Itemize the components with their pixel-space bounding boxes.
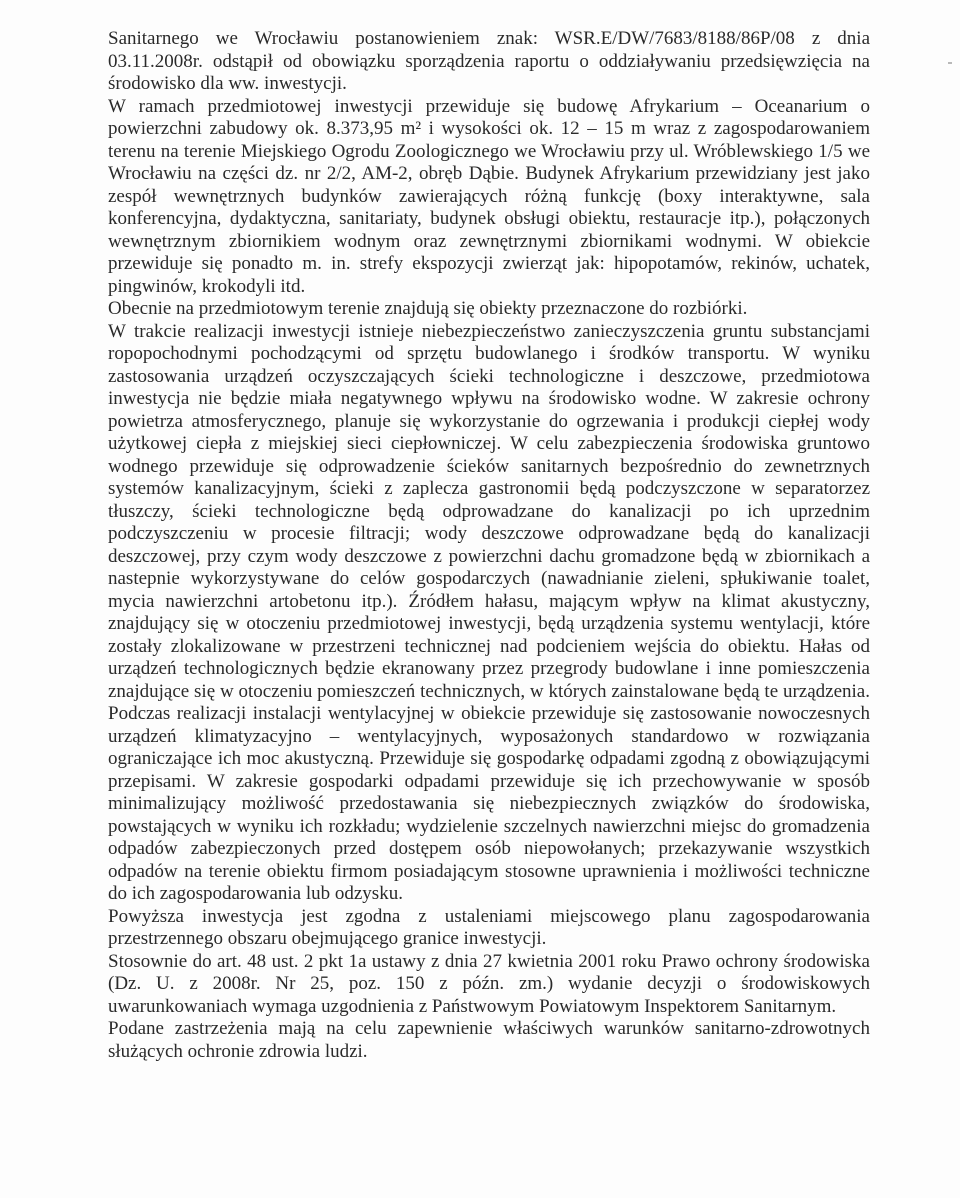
- paragraph-environmental-impact: W trakcie realizacji inwestycji istnieje niebezpieczeństwo zanieczyszczenia gruntu substancjami ropopochodnymi pochodzącymi od sprzętu budowlanego i środków transportu. W wyniku zastosowania urządzeń oczyszczających ścieki technologiczne i deszczowe, przedmiotowa inwestycja nie będzie miała negatywnego wpływu na środowisko wodne. W zakresie ochrony powietrza atmosferycznego, planuje się wykorzystanie do ogrzewania i produkcji ciepłej wody użytkowej ciepła z miejskiej sieci ciepłowniczej. W celu zabezpieczenia środowiska gruntowo wodnego przewiduje się odprowadzenie ścieków sanitarnych bezpośrednio do zewnetrznych systemów kanalizacyjnym, ścieki z zaplecza gastronomii będą podczyszczone w separatorzez tłuszczy, ścieki technologiczne będą odprowadzane do kanalizacji po ich uprzednim podczyszczeniu w procesie filtracji; wody deszczowe odprowadzane będą do kanalizacji deszczowej, przy czym wody deszczowe z powierzchni dachu gromadzone będą w zbiornikach a nastepnie wykorzystywane do celów gospodarczych (nawadnianie zieleni, spłukiwanie toalet, mycia nawierzchni artobetonu itp.). Źródłem hałasu, mającym wpływ na klimat akustyczny, znajdujący się w otoczeniu przedmiotowej inwestycji, będą urządzenia systemu wentylacji, które zostały zlokalizowane w przestrzeni technicznej nad podcieniem wejścia do obiektu. Hałas od urządzeń technologicznych będzie ekranowany przez przegrody budowlane i inne pomieszczenia znajdujące się w otoczeniu pomieszczeń technicznych, w których zainstalowane będą te urządzenia. Podczas realizacji instalacji wentylacyjnej w obiekcie przewiduje się zastosowanie nowoczesnych urządzeń klimatyzacyjno – wentylacyjnych, wyposażonych standardowo w rozwiązania ograniczające ich moc akustyczną. Przewiduje się gospodarkę odpadami zgodną z obowiązującymi przepisami. W zakresie gospodarki odpadami przewiduje się ich przechowywanie w sposób minimalizujący możliwość przedostawania się niebezpiecznych związków do środowiska, powstających w wyniku ich rozkładu; wydzielenie szczelnych nawierzchni miejsc do gromadzenia odpadów zabezpieczonych przed dostępem osób niepowołanych; przekazywanie wszystkich odpadów na terenie obiektu firmom posiadającym stosowne uprawnienia i możliwości techniczne do ich zagospodarowania lub odzysku.: [108, 320, 870, 904]
- paragraph-project-description: W ramach przedmiotowej inwestycji przewiduje się budowę Afrykarium – Oceanarium o powierzchni zabudowy ok. 8.373,95 m² i wysokości ok. 12 – 15 m wraz z zagospodarowaniem terenu na terenie Miejskiego Ogrodu Zoologicznego we Wrocławiu przy ul. Wróblewskiego 1/5 we Wrocławiu na części dz. nr 2/2, AM-2, obręb Dąbie. Budynek Afrykarium przewidziany jest jako zespół wewnętrznych budynków zawierających różną funkcję (boxy interaktywne, sala konferencyjna, dydaktyczna, sanitariaty, budynek obsługi obiektu, restauracje itp.), połączonych wewnętrznym zbiornikiem wodnym oraz zewnętrznymi zbiornikami wodnymi. W obiekcie przewiduje się ponadto m. in. strefy ekspozycji zwierząt jak: hipopotamów, rekinów, uchatek, pingwinów, krokodyli itd.: [108, 95, 870, 297]
- paragraph-zoning-compliance: Powyższa inwestycja jest zgodna z ustaleniami miejscowego planu zagospodarowania przestrzennego obszaru obejmującego granice inwestycji.: [108, 905, 870, 949]
- margin-scan-mark: [948, 62, 952, 64]
- paragraph-opinion-intro: Sanitarnego we Wrocławiu postanowieniem znak: WSR.E/DW/7683/8188/86P/08 z dnia 03.11.2008r. odstąpił od obowiązku sporządzenia raportu o oddziaływaniu przedsięwzięcia na środowisko dla ww. inwestycji.: [108, 28, 870, 94]
- paragraph-existing-buildings: Obecnie na przedmiotowym terenie znajdują się obiekty przeznaczone do rozbiórki.: [108, 298, 748, 319]
- document-body: [108, 28, 870, 1063]
- paragraph-conclusion: Podane zastrzeżenia mają na celu zapewnienie właściwych warunków sanitarno-zdrowotnych służących ochronie zdrowia ludzi.: [108, 1018, 870, 1062]
- paragraph-legal-basis: Stosownie do art. 48 ust. 2 pkt 1a ustawy z dnia 27 kwietnia 2001 roku Prawo ochrony środowiska (Dz. U. z 2008r. Nr 25, poz. 150 z późn. zm.) wydanie decyzji o środowiskowych uwarunkowaniach wymaga uzgodnienia z Państwowym Powiatowym Inspektorem Sanitarnym.: [108, 950, 870, 1017]
